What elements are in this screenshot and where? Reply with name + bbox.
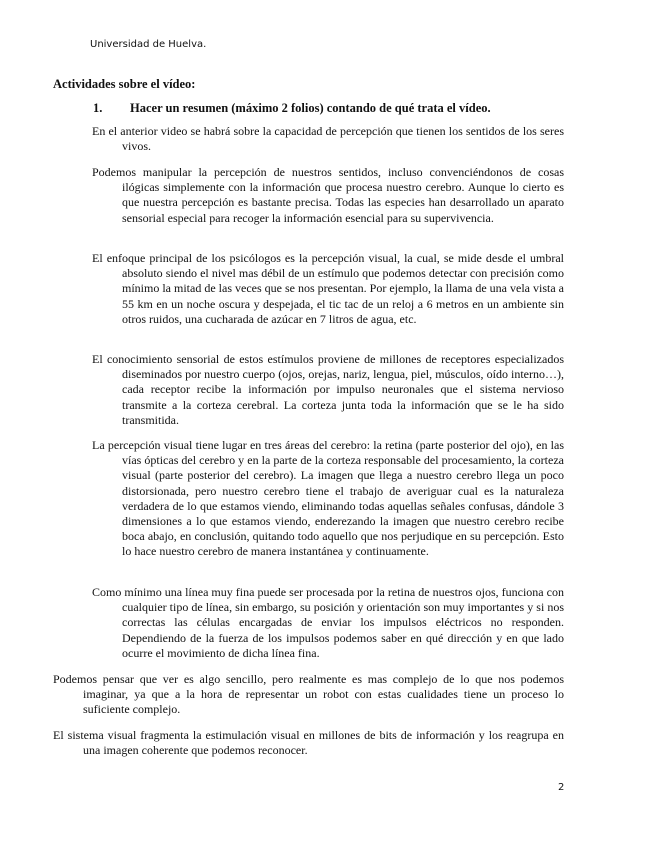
document-header: Universidad de Huelva.: [90, 39, 207, 50]
paragraph-5: La percepción visual tiene lugar en tres áreas del cerebro: la retina (parte posterior del ojo), en las vías ópticas del cerebro y en la parte de la corteza responsable del procesamiento, la corteza visual (parte posterior del cerebro). La imagen que llega a nuestro cerebro llega un poco distorsionada, pero nuestro cerebro tiene el trabajo de averiguar cual es la naturaleza verdadera de lo que estamos viendo, eliminando todas aquellas señales confusas, dándole 3 dimensiones a lo que estamos viendo, enderezando la imagen que nuestro cerebro recibe boca abajo, en conclusión, quitando todo aquello que nos perjudique en su percepción. Esto lo hace nuestro cerebro de manera instantánea y continuamente.: [92, 438, 564, 559]
paragraph-1: En el anterior video se habrá sobre la capacidad de percepción que tienen los sentidos de los seres vivos.: [92, 124, 564, 154]
page-number: 2: [558, 782, 565, 793]
paragraph-8: El sistema visual fragmenta la estimulación visual en millones de bits de información y los reagrupa en una imagen coherente que podemos reconocer.: [53, 728, 564, 758]
paragraph-7: Podemos pensar que ver es algo sencillo, pero realmente es mas complejo de lo que nos podemos imaginar, ya que a la hora de representar un robot con estas cualidades tiene un proceso lo suficiente complejo.: [53, 672, 564, 717]
item-number: 1.: [93, 101, 103, 115]
section-title: Actividades sobre el vídeo:: [53, 77, 196, 91]
paragraph-4: El conocimiento sensorial de estos estímulos proviene de millones de receptores especializados diseminados por nuestro cuerpo (ojos, orejas, nariz, lengua, piel, músculos, oído interno…), cada receptor recibe la información por impulso neuronales que el sistema nervioso transmite a la corteza cerebral. La corteza junta toda la información que se le ha sido transmitida.: [92, 352, 564, 427]
paragraph-2: Podemos manipular la percepción de nuestros sentidos, incluso convenciéndonos de cosas ilógicas simplemente con la información que procesa nuestro cerebro. Aunque lo cierto es que nuestra percepción es bastante precisa. Todas las especies han desarrollado un aparato sensorial especial para recoger la información esencial para su supervivencia.: [92, 165, 564, 225]
paragraph-3: El enfoque principal de los psicólogos es la percepción visual, la cual, se mide desde el umbral absoluto siendo el nivel mas débil de un estímulo que podemos detectar con precisión como mínimo la mitad de las veces que se nos presentan. Por ejemplo, la llama de una vela vista a 55 km en un noche oscura y despejada, el tic tac de un reloj a 6 metros en un ambiente sin otros ruidos, una cucharada de azúcar en 7 litros de agua, etc.: [92, 251, 564, 326]
numbered-item: [93, 101, 491, 116]
item-text: Hacer un resumen (máximo 2 folios) contando de qué trata el vídeo.: [130, 101, 491, 115]
paragraph-6: Como mínimo una línea muy fina puede ser procesada por la retina de nuestros ojos, funciona con cualquier tipo de línea, sin embargo, su posición y orientación son muy importantes y si nos correctas las células encargadas de enviar los impulsos eléctricos no responden. Dependiendo de la fuerza de los impulsos podemos saber en qué dirección y en que lado ocurre el movimiento de dicha línea fina.: [92, 585, 564, 660]
